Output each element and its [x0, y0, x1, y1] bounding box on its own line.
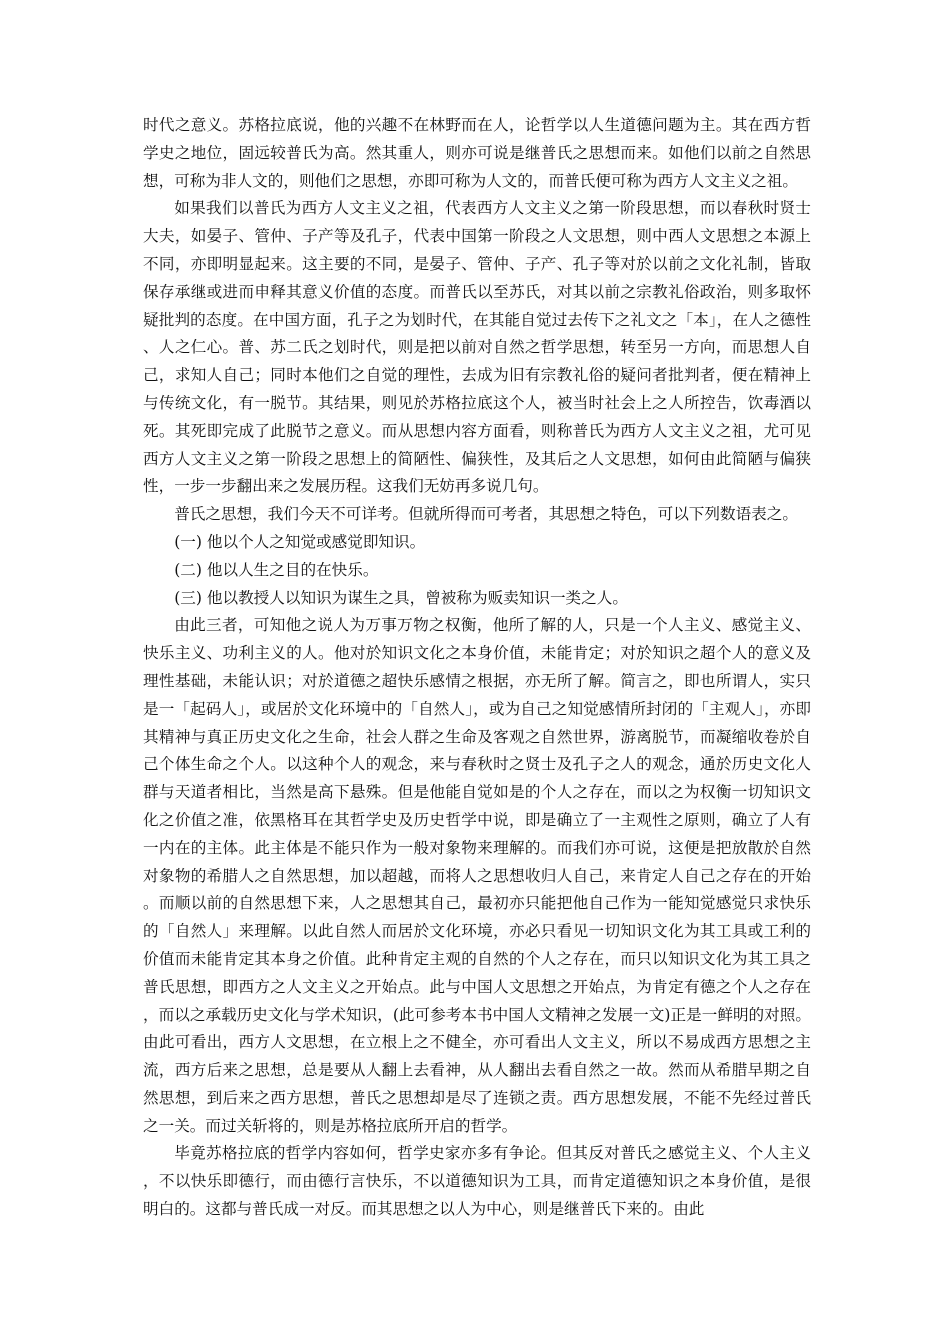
paragraph-socrates: 毕竟苏格拉底的哲学内容如何，哲学史家亦多有争论。但其反对普氏之感觉主义、个人主义，不以快乐即德行，而由德行言快乐，不以道德知识为工具，而肯定道德知识之本身价值，是很明白的。这都与普氏成一对反。而其思想之以人为中心，则是继普氏下来的。由此 [143, 1144, 811, 1219]
list-item-2: (二) 他以人生之目的在快乐。 [174, 560, 379, 579]
paragraph-humanism-origins: 如果我们以普氏为西方人文主义之祖，代表西方人文主义之第一阶段思想，而以春秋时贤士大夫，如晏子、管仲、子产等及孔子，代表中国第一阶段之人文思想，则中西人文思想之本源上不同，亦即明显起来。这主要的不同，是晏子、管仲、子产、孔子等对於以前之文化礼制，皆取保存承继或进而申释其意义价值的态度。而普氏以至苏氏，对其以前之宗教礼俗政治，则多取怀疑批判的态度。在中国方面，孔子之为划时代，在其能自觉过去传下之礼文之「本」，在人之德性、人之仁心。普、苏二氏之划时代，则是把以前对自然之哲学思想，转至另一方向，而思想人自己，求知人自己；同时本他们之自觉的理性，去成为旧有宗教礼俗的疑问者批判者，便在精神上与传统文化，有一脱节。其结果，则见於苏格拉底这个人，被当时社会上之人所控告，饮毒酒以死。其死即完成了此脱节之意义。而从思想内容方面看，则称普氏为西方人文主义之祖，尤可见西方人文主义之第一阶段之思想上的简陋性、偏狭性，及其后之人文思想，如何由此简陋与偏狭性，一步一步翻出来之发展历程。这我们无妨再多说几句。 [143, 199, 811, 496]
list-item-1: (一) 他以个人之知觉或感觉即知识。 [174, 532, 426, 551]
list-item-3: (三) 他以教授人以知识为谋生之具，曾被称为贩卖知识一类之人。 [174, 588, 628, 607]
paragraph-protagoras-thought: 普氏之思想，我们今天不可详考。但就所得而可考者，其思想之特色，可以下列数语表之。 [174, 505, 798, 524]
paragraph-continued: 时代之意义。苏格拉底说，他的兴趣不在林野而在人，论哲学以人生道德问题为主。其在西方哲学史之地位，固远较普氏为高。然其重人，则亦可说是继普氏之思想而来。如他们以前之自然思想，可称为非人文的，则他们之思想，亦即可称为人文的，而普氏便可称为西方人文主义之祖。 [143, 116, 811, 190]
document-page [143, 112, 811, 1224]
paragraph-analysis: 由此三者，可知他之说人为万事万物之权衡，他所了解的人，只是一个人主义、感觉主义、快乐主义、功利主义的人。他对於知识文化之本身价值，未能肯定；对於知识之超个人的意义及理性基础，未能认识；对於道德之超快乐感情之根据，亦无所了解。简言之，即也所谓人，实只是一「起码人」，或居於文化环境中的「自然人」，或为自己之知觉感情所封闭的「主观人」，亦即其精神与真正历史文化之生命，社会人群之生命及客观之自然世界，游离脱节，而凝缩收卷於自己个体生命之个人。以这种个人的观念，来与春秋时之贤士及孔子之人的观念，通於历史文化人群与天道者相比，当然是高下悬殊。但是他能自觉如是的个人之存在，而以之为权衡一切知识文化之价值之准，依黑格耳在其哲学史及历史哲学中说，即是确立了一主观性之原则，确立了人有一内在的主体。此主体是不能只作为一般对象物来理解的。而我们亦可说，这便是把放散於自然对象物的希腊人之自然思想，加以超越，而将人之思想收归人自己，来肯定人自己之存在的开始。而顺以前的自然思想下来，人之思想其自己，最初亦只能把他自己作为一能知觉感觉只求快乐的「自然人」来理解。以此自然人而居於文化环境，亦必只看见一切知识文化为其工具或工利的价值而未能肯定其本身之价值。此种肯定主观的自然的个人之存在，而只以知识文化为其工具之普氏思想，即西方之人文主义之开始点。此与中国人文思想之开始点，为肯定有德之个人之存在，而以之承载历史文化与学术知识，(此可参考本书中国人文精神之发展一文)正是一鲜明的对照。由此可看出，西方人文思想，在立根上之不健全，亦可看出人文主义，所以不易成西方思想之主流，西方后来之思想，总是要从人翻上去看神，从人翻出去看自然之一故。然而从希腊早期之自然思想，到后来之西方思想，普氏之思想却是尽了连锁之责。西方思想发展，不能不先经过普氏之一关。而过关斩将的，则是苏格拉底所开启的哲学。 [143, 616, 811, 1135]
